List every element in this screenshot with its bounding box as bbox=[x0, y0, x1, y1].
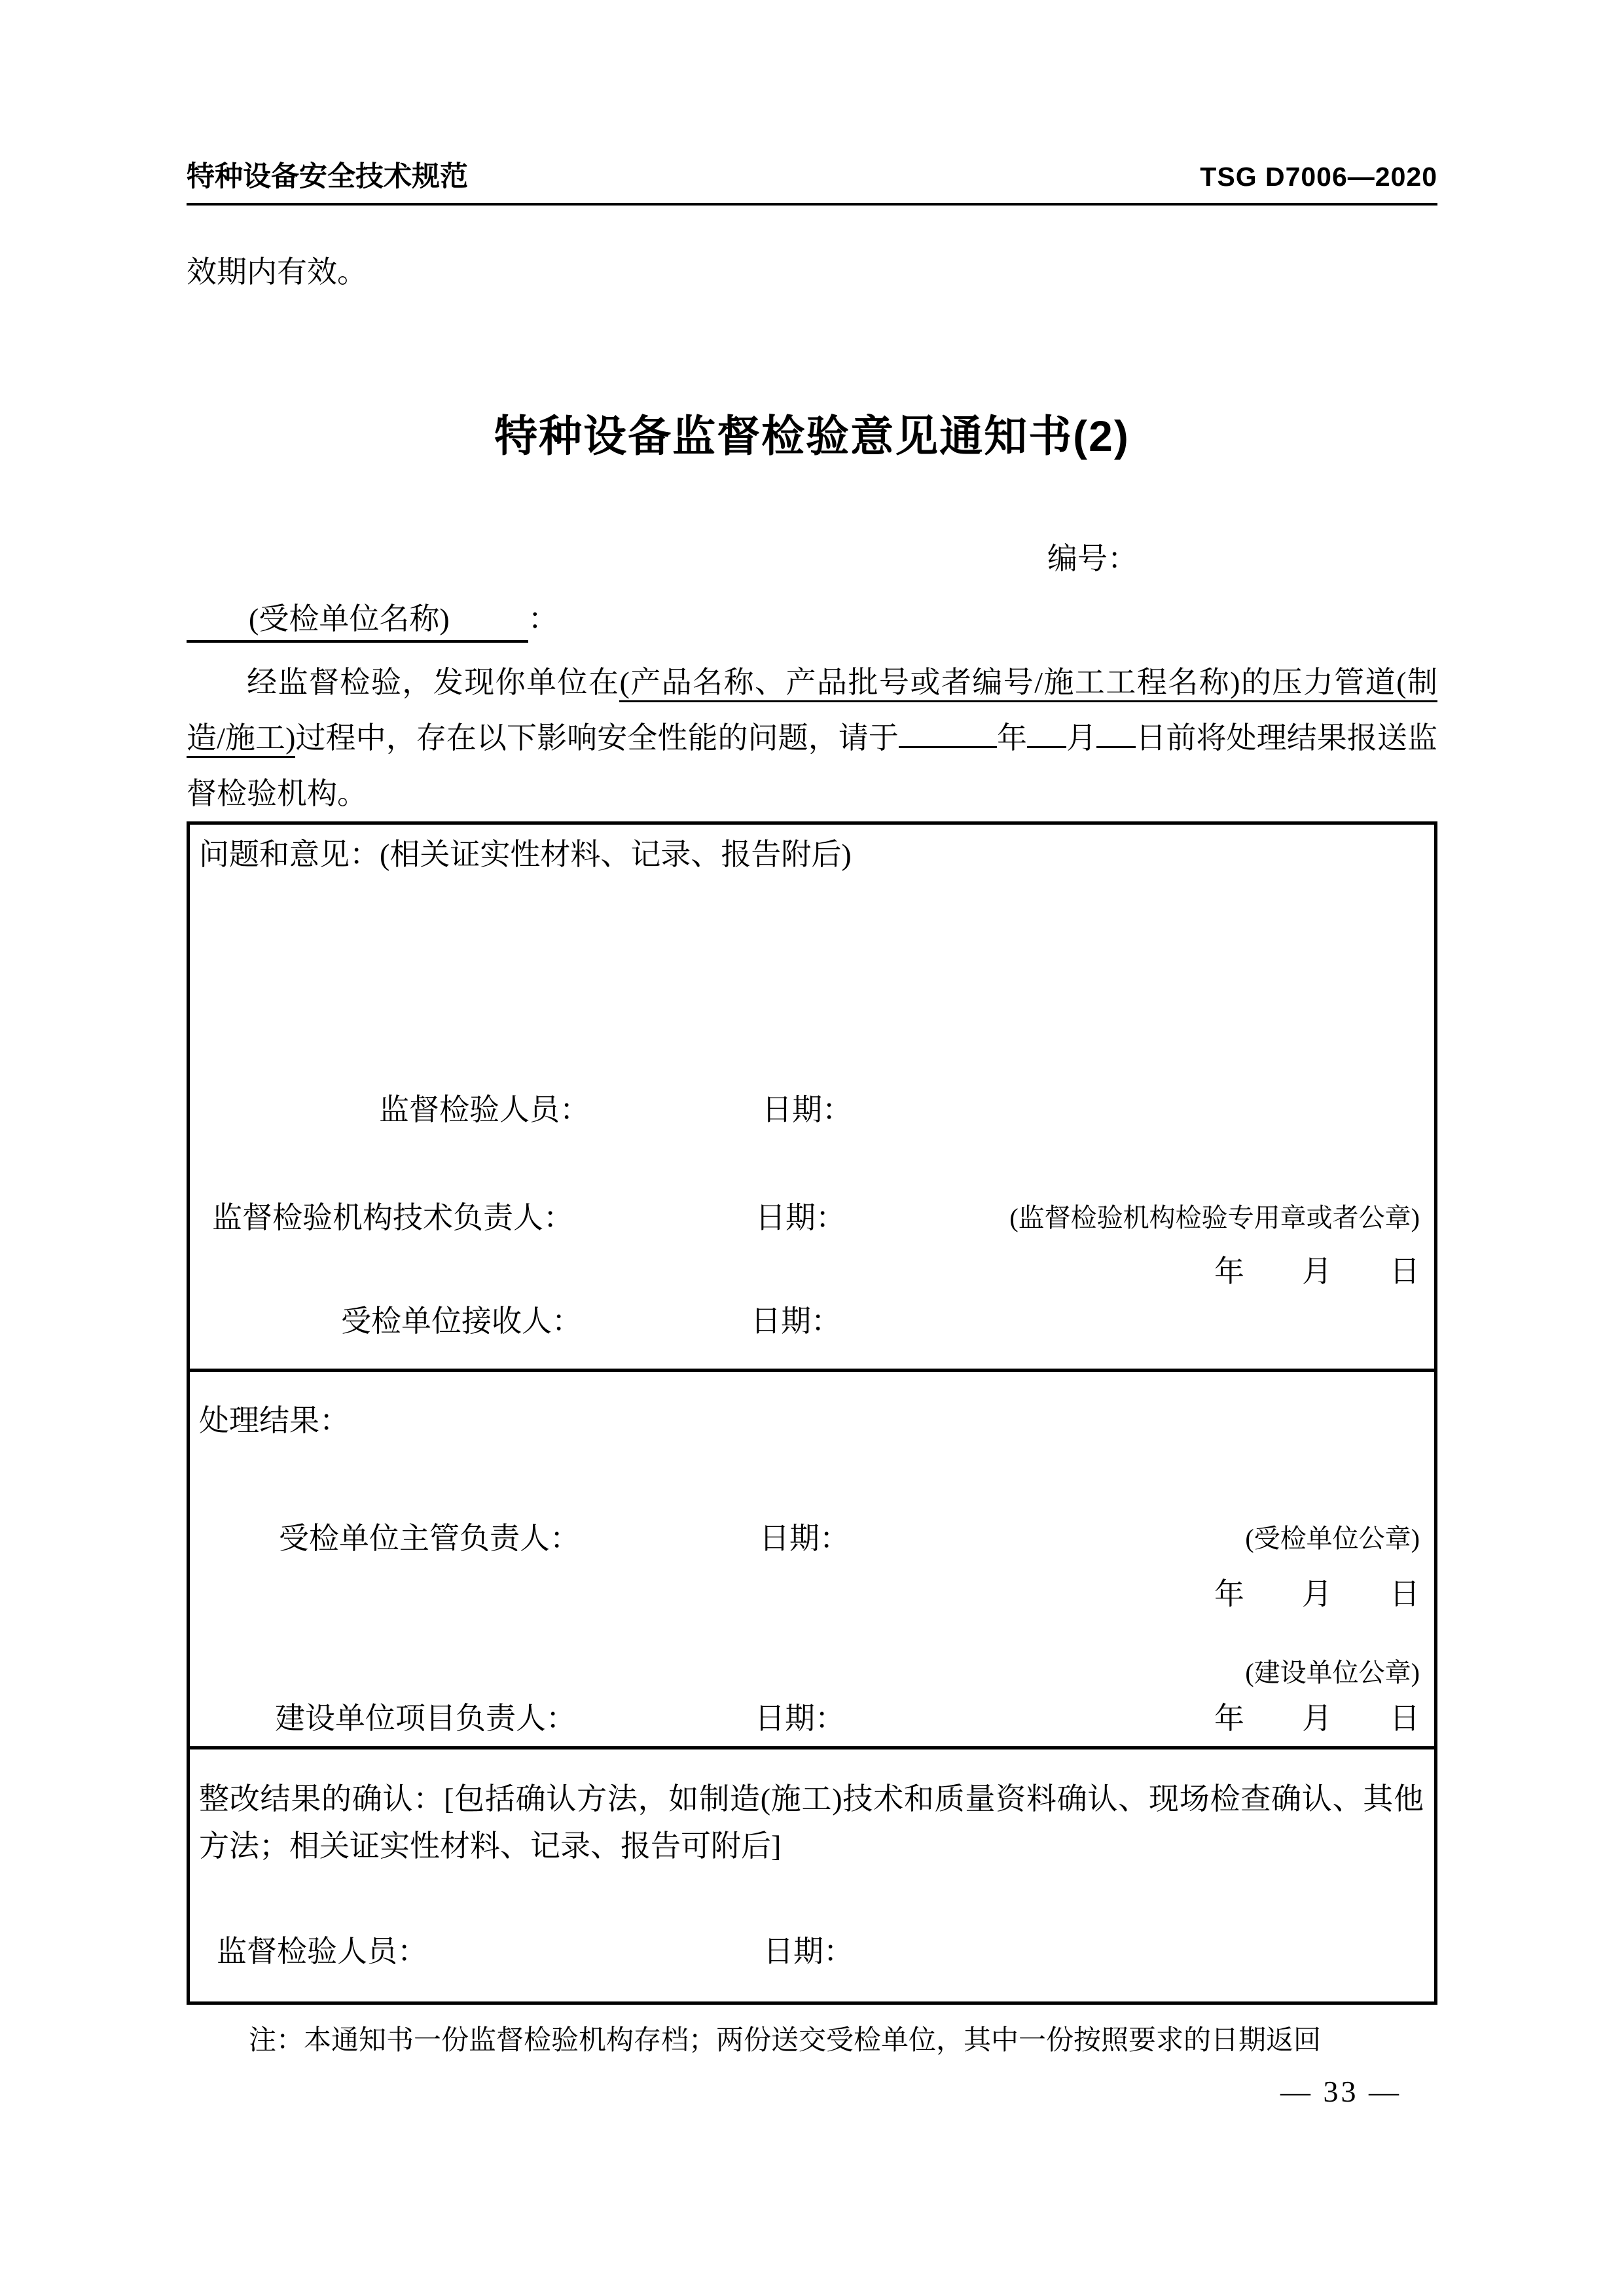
inspector-date-label: 日期： bbox=[762, 1093, 852, 1126]
inspector-sign-row bbox=[199, 1090, 1428, 1130]
section1-ymd-line bbox=[199, 1252, 1428, 1291]
day-blank-field bbox=[1096, 716, 1136, 748]
construction-unit-seal-line bbox=[199, 1653, 1428, 1693]
year-blank-field bbox=[899, 716, 997, 748]
number-label: 编号： bbox=[1047, 542, 1138, 575]
section-rectification-confirm bbox=[190, 1749, 1434, 2001]
section2-ymd-line-2 bbox=[1157, 1699, 1420, 1738]
inspected-unit-name-blank: (受检单位名称) bbox=[187, 600, 528, 643]
section1-heading-row bbox=[199, 835, 1428, 874]
footer-note: 注：本通知书一份监督检验机构存档；两份送交受检单位，其中一份按照要求的日期返回 bbox=[249, 2026, 1322, 2056]
page-number: — 33 — bbox=[1280, 2075, 1401, 2108]
product-name-underlined: (产品名称、产品批号或者编号/施工工程名称)的压力管道(制造/施工) bbox=[187, 666, 1437, 758]
ymd-year: 年 bbox=[1214, 1702, 1244, 1735]
inspector-confirm-sign-row bbox=[199, 1932, 1428, 1971]
rectification-confirm-paragraph bbox=[199, 1776, 1428, 1870]
inspection-agency-seal-note: (监督检验机构检验专用章或者公章) bbox=[1009, 1203, 1420, 1232]
ymd-year: 年 bbox=[1214, 1255, 1244, 1288]
intro-tail-text: 效期内有效。 bbox=[187, 255, 367, 289]
section-handling-result bbox=[190, 1372, 1434, 1749]
rectification-confirm-heading: 整改结果的确认： bbox=[199, 1782, 444, 1816]
inspector-confirm-label: 监督检验人员： bbox=[217, 1935, 427, 1968]
ymd-day: 日 bbox=[1390, 1577, 1420, 1611]
tech-director-date-label: 日期： bbox=[755, 1201, 846, 1234]
notice-form-table bbox=[187, 821, 1437, 2005]
section2-heading-row bbox=[199, 1401, 1428, 1441]
ymd-day: 日 bbox=[1390, 1702, 1420, 1735]
unit-chief-date-label: 日期： bbox=[759, 1522, 850, 1555]
tech-director-label: 监督检验机构技术负责人： bbox=[212, 1201, 573, 1234]
month-blank-field bbox=[1027, 716, 1066, 748]
year-label: 年 bbox=[996, 721, 1028, 755]
ymd-day: 日 bbox=[1390, 1255, 1420, 1288]
rectification-confirm-note: [包括确认方法，如制造(施工)技术和质量资料确认、现场检查确认、其他方法；相关证实性材料、记录、报告可附后] bbox=[199, 1782, 1424, 1863]
construction-manager-sign-row bbox=[199, 1699, 1428, 1738]
salutation-line bbox=[187, 600, 1437, 643]
month-label: 月 bbox=[1066, 721, 1097, 755]
tech-director-sign-row bbox=[199, 1198, 1428, 1238]
paragraph-text-1: 经监督检验，发现你单位在 bbox=[247, 666, 620, 699]
handling-result-heading: 处理结果： bbox=[199, 1404, 350, 1437]
page-header bbox=[187, 157, 1437, 206]
unit-receiver-sign-row bbox=[199, 1302, 1428, 1341]
page-content bbox=[187, 0, 1437, 2111]
ymd-year: 年 bbox=[1214, 1577, 1244, 1611]
problems-opinions-heading: 问题和意见：(相关证实性材料、记录、报告附后) bbox=[199, 838, 852, 871]
ymd-month: 月 bbox=[1302, 1702, 1332, 1735]
construction-manager-label: 建设单位项目负责人： bbox=[275, 1702, 576, 1735]
unit-receiver-date-label: 日期： bbox=[751, 1304, 841, 1338]
header-spec-name: 特种设备安全技术规范 bbox=[187, 161, 468, 192]
unit-chief-label: 受检单位主管负责人： bbox=[279, 1522, 580, 1555]
ymd-month: 月 bbox=[1302, 1577, 1332, 1611]
unit-chief-sign-row bbox=[199, 1519, 1428, 1558]
section2-ymd-line-1 bbox=[199, 1575, 1428, 1614]
unit-receiver-label: 受检单位接收人： bbox=[341, 1304, 582, 1338]
inspector-confirm-date-label: 日期： bbox=[763, 1935, 854, 1968]
body-paragraph bbox=[187, 655, 1437, 821]
header-doc-code: TSG D7006—2020 bbox=[1200, 162, 1437, 192]
inspected-unit-seal-note: (受检单位公章) bbox=[1245, 1524, 1420, 1553]
construction-manager-date-label: 日期： bbox=[755, 1702, 845, 1735]
paragraph-text-3: 日前将处理结果报送监督检验机构。 bbox=[187, 721, 1438, 810]
form-title: 特种设备监督检验意见通知书(2) bbox=[494, 412, 1130, 460]
paragraph-text-2: 过程中，存在以下影响安全性能的问题，请于 bbox=[295, 721, 899, 755]
number-line bbox=[187, 539, 1437, 579]
section-problems-opinions bbox=[190, 825, 1434, 1372]
salutation-colon: ： bbox=[528, 602, 558, 636]
inspector-label: 监督检验人员： bbox=[379, 1093, 590, 1126]
ymd-month: 月 bbox=[1302, 1255, 1332, 1288]
construction-unit-seal-note: (建设单位公章) bbox=[1245, 1658, 1420, 1687]
